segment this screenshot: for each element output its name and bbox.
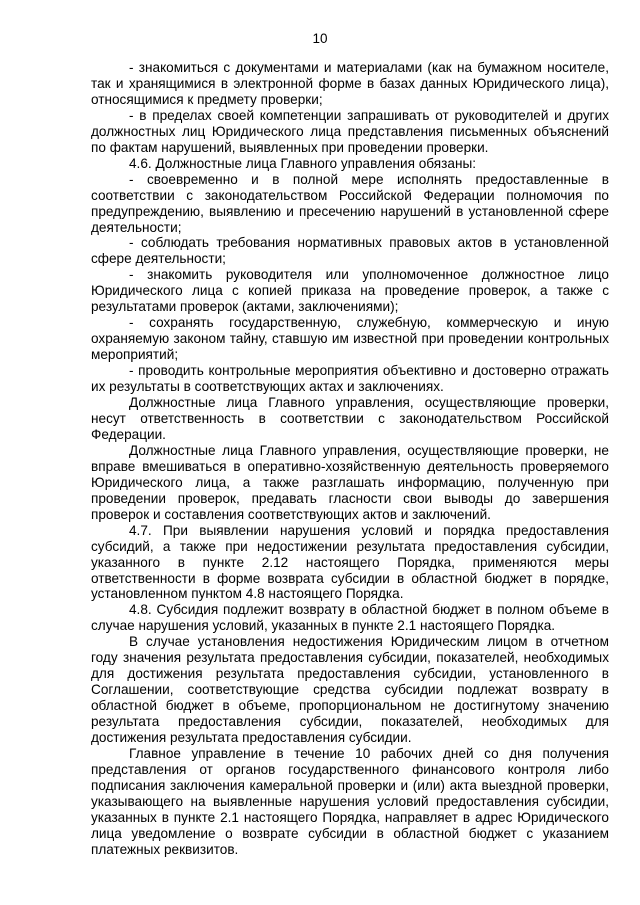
paragraph-duty-comply-requirements: - соблюдать требования нормативных правовых актов в установленной сфере деятельности; <box>91 235 609 267</box>
paragraph-duty-inform-head: - знакомить руководителя или уполномоченное должностное лицо Юридического лица с копией приказа на проведение проверок, а также с результатами проверок (актами, заключениями); <box>91 267 609 315</box>
paragraph-right-to-review-documents: - знакомиться с документами и материалами (как на бумажном носителе, так и хранящимися в электронной форме в базах данных Юридического лица), относящимися к предмету проверки; <box>91 60 609 107</box>
paragraph-officials-responsibility: Должностные лица Главного управления, осуществляющие проверки, несут ответственность в соответствии с законодательством Российской Федерации. <box>91 395 609 442</box>
document-body <box>91 60 609 858</box>
paragraph-officials-restrictions: Должностные лица Главного управления, осуществляющие проверки, не вправе вмешиваться в оперативно-хозяйственную деятельность проверяемого Юридического лица, а также разглашать информацию, полученную при проведении проверок, предавать гласности свои выводы до завершения проверок и составления соответствующих актов и заключений. <box>91 442 609 522</box>
paragraph-duty-keep-secrets: - сохранять государственную, служебную, коммерческую и иную охраняемую законом тайну, ставшую им известной при проведении контрольных мероприятий; <box>91 315 609 363</box>
paragraph-duty-objective-control: - проводить контрольные мероприятия объективно и достоверно отражать их результаты в соответствующих актах и заключениях. <box>91 363 609 395</box>
section-4-7-paragraph: 4.7. При выявлении нарушения условий и порядка предоставления субсидий, а также при недостижении результата предоставления субсидии, указанного в пункте 2.12 настоящего Порядка, применяются меры ответственности в форме возврата субсидии в областной бюджет в порядке, установленном пунктом 4.8 настоящего Порядка. <box>91 522 609 602</box>
paragraph-duty-exercise-powers: - своевременно и в полной мере исполнять предоставленные в соответствии с законодательством Российской Федерации полномочия по предупреждению, выявлению и пресечению нарушений в установленной сфере деятельности; <box>91 171 609 235</box>
section-4-8-paragraph: 4.8. Субсидия подлежит возврату в областной бюджет в полном объеме в случае нарушения условий, указанных в пункте 2.1 настоящего Порядка. <box>91 602 609 634</box>
page-number: 10 <box>312 31 328 46</box>
section-heading-4-6: 4.6. Должностные лица Главного управления обязаны: <box>129 155 476 171</box>
paragraph-right-to-request-explanations: - в пределах своей компетенции запрашивать от руководителей и других должностных лиц Юридического лица представления письменных объяснений по фактам нарушений, выявленных при проведении проверки. <box>91 107 609 155</box>
paragraph-proportional-return: В случае установления недостижения Юридическим лицом в отчетном году значения результата предоставления субсидии, показателей, необходимых для достижения результата предоставления субсидии, установленного в Соглашении, соответствующие средства субсидии подлежат возврату в областной бюджет в объеме, пропорциональном не достигнутому значению результата предоставления субсидии, показателей, необходимых для достижения результата предоставления субсидии. <box>91 634 609 746</box>
paragraph-return-notice: Главное управление в течение 10 рабочих дней со дня получения представления от органов государственного финансового контроля либо подписания заключения камеральной проверки и (или) акта выездной проверки, указывающего на выявленные нарушения условий предоставления субсидии, указанных в пункте 2.1 настоящего Порядка, направляет в адрес Юридического лица уведомление о возврате субсидии в областной бюджет с указанием платежных реквизитов. <box>91 745 609 857</box>
